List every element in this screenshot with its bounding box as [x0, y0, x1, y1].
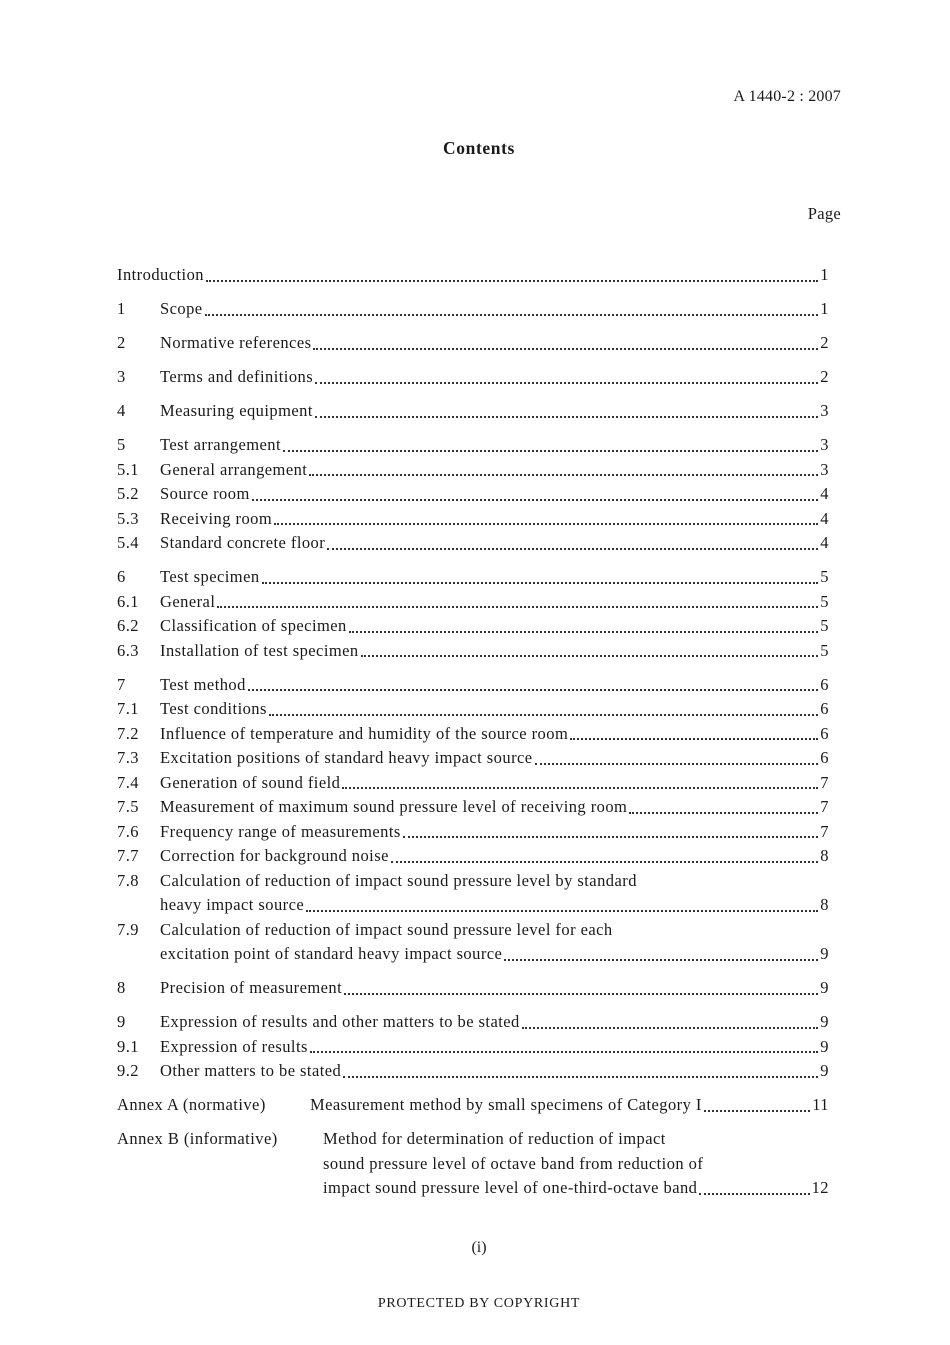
dot-leader	[504, 959, 818, 961]
toc-entry[interactable]	[117, 869, 829, 918]
toc-entry-title: Influence of temperature and humidity of the source room	[160, 723, 569, 743]
toc-entry[interactable]	[117, 673, 829, 698]
toc-entry-title: Receiving room	[160, 508, 273, 528]
toc-entry[interactable]	[117, 1035, 829, 1060]
toc-entry-page: 1	[820, 299, 829, 318]
toc-entry-title: Other matters to be stated	[160, 1061, 342, 1080]
toc-entry-number: 7	[117, 674, 126, 694]
toc-entry-title: Normative references	[160, 333, 312, 352]
toc-entry-title: Scope	[160, 299, 203, 318]
toc-entry-title: General arrangement	[160, 459, 308, 479]
annex-b-title-line-2: sound pressure level of octave band from reduction of	[323, 1153, 704, 1173]
toc-entry-number: 5.1	[117, 459, 139, 479]
toc-entry-title: Standard concrete floor	[160, 533, 326, 552]
toc-entry-page: 9	[820, 1061, 829, 1080]
toc-entry-title: Generation of sound field	[160, 772, 341, 792]
dot-leader	[699, 1193, 809, 1195]
toc-entry-page: 6	[820, 723, 829, 743]
toc-entry[interactable]	[117, 820, 829, 845]
toc-entry-number: 7.7	[117, 846, 139, 865]
toc-entry-page: 3	[820, 401, 829, 420]
toc-entry-number: 7.5	[117, 797, 139, 816]
toc-entry-title: Excitation positions of standard heavy impact source	[160, 748, 533, 767]
dot-leader	[313, 348, 818, 350]
toc-entry-page: 7	[820, 821, 829, 841]
dot-leader	[274, 523, 818, 525]
dot-leader	[403, 836, 819, 838]
dot-leader	[217, 606, 818, 608]
toc-entry[interactable]	[117, 263, 829, 288]
dot-leader	[342, 787, 818, 789]
dot-leader	[704, 1110, 810, 1112]
toc-entry-page: 4	[820, 508, 829, 528]
page-number: (i)	[471, 1239, 487, 1256]
dot-leader	[248, 689, 818, 691]
toc-entry-number: 6.2	[117, 616, 139, 635]
toc-entry-number: 7.9	[117, 919, 139, 939]
toc-entry[interactable]	[117, 331, 829, 356]
toc-entry-page: 9	[820, 944, 829, 963]
toc-entry[interactable]	[117, 614, 829, 639]
toc-entry-number: 7.4	[117, 772, 139, 792]
annex-b-title-line-3: impact sound pressure level of one-third-octave band	[323, 1178, 698, 1197]
toc-entry[interactable]	[117, 639, 829, 664]
dot-leader	[310, 1051, 818, 1053]
dot-leader	[535, 763, 819, 765]
toc-entry-title: Test method	[160, 674, 246, 694]
dot-leader	[283, 450, 818, 452]
toc-entry-page: 1	[820, 265, 829, 284]
annex-b-title-line-1: Method for determination of reduction of impact	[323, 1129, 666, 1148]
toc-entry-page: 7	[820, 772, 829, 792]
toc-entry-title: Calculation of reduction of impact sound pressure level for each	[160, 919, 613, 939]
toc-entry-title: Precision of measurement	[160, 978, 343, 997]
toc-entry-title: Measuring equipment	[160, 401, 313, 420]
toc-entry-number: 5.4	[117, 533, 139, 552]
toc-entry-number: 2	[117, 333, 126, 352]
toc-entry-number: 7.3	[117, 748, 139, 767]
toc-entry-title: Test conditions	[160, 699, 267, 718]
toc-entry-page: 7	[820, 797, 829, 816]
toc-entry-number: 7.1	[117, 699, 139, 718]
toc-entry-title: Source room	[160, 484, 250, 503]
toc-entry-page: 8	[820, 846, 829, 865]
toc-entry-title: Introduction	[117, 265, 204, 284]
dot-leader	[306, 910, 818, 912]
toc-entry-number: 6.1	[117, 591, 139, 611]
dot-leader	[309, 474, 818, 476]
annex-b-page: 12	[811, 1178, 829, 1197]
dot-leader	[327, 548, 818, 550]
toc-entry[interactable]	[117, 433, 829, 458]
table-of-contents	[117, 263, 829, 1201]
dot-leader	[206, 280, 818, 282]
toc-entry[interactable]	[117, 507, 829, 532]
toc-entry-annex-a[interactable]	[117, 1093, 829, 1118]
toc-entry-title: Classification of specimen	[160, 616, 347, 635]
toc-entry-title: Expression of results	[160, 1036, 308, 1056]
toc-entry[interactable]	[117, 746, 829, 771]
page-title: Contents	[443, 138, 515, 158]
dot-leader	[522, 1027, 819, 1029]
toc-entry-title: Installation of test specimen	[160, 640, 359, 660]
toc-entry-page: 3	[820, 435, 829, 454]
toc-entry-annex-b[interactable]	[117, 1127, 829, 1201]
toc-entry-page: 2	[820, 333, 829, 352]
page-column-label: Page	[807, 204, 841, 223]
toc-entry-page: 8	[820, 895, 829, 914]
dot-leader	[344, 993, 818, 995]
toc-entry-title: Test arrangement	[160, 435, 282, 454]
toc-entry[interactable]	[117, 399, 829, 424]
toc-entry-number: 9	[117, 1012, 126, 1031]
toc-entry-number: 7.6	[117, 821, 139, 841]
toc-entry-page: 5	[820, 567, 829, 586]
dot-leader	[629, 812, 818, 814]
toc-entry-page: 4	[820, 533, 829, 552]
annex-a-title: Measurement method by small specimens of Category I	[310, 1095, 702, 1114]
toc-entry[interactable]	[117, 976, 829, 1001]
toc-entry-title: Test specimen	[160, 567, 260, 586]
toc-entry-page: 6	[820, 748, 829, 767]
dot-leader	[361, 655, 819, 657]
toc-entry-title: Terms and definitions	[160, 367, 314, 386]
toc-entry-number: 8	[117, 978, 126, 997]
toc-entry-page: 2	[820, 367, 829, 386]
toc-entry[interactable]	[117, 590, 829, 615]
toc-entry-number: 4	[117, 401, 126, 420]
toc-entry-number: 7.8	[117, 870, 139, 890]
copyright-notice: PROTECTED BY COPYRIGHT	[377, 1296, 581, 1311]
toc-entry-page: 5	[820, 640, 829, 660]
toc-entry[interactable]	[117, 458, 829, 483]
toc-entry[interactable]	[117, 697, 829, 722]
toc-entry-page: 6	[820, 699, 829, 718]
toc-entry-number: 7.2	[117, 723, 139, 743]
toc-entry-number: 5.2	[117, 484, 139, 503]
annex-b-label: Annex B (informative)	[117, 1129, 278, 1148]
toc-entry-title-continued: heavy impact source	[160, 895, 305, 914]
annex-a-page: 11	[812, 1095, 829, 1114]
toc-entry[interactable]	[117, 771, 829, 796]
toc-entry-title: Correction for background noise	[160, 846, 389, 865]
toc-entry-page: 5	[820, 591, 829, 611]
toc-entry[interactable]	[117, 482, 829, 507]
toc-entry-number: 1	[117, 299, 126, 318]
dot-leader	[269, 714, 818, 716]
toc-entry-title: Measurement of maximum sound pressure level of receiving room	[160, 797, 628, 816]
dot-leader	[349, 631, 819, 633]
toc-entry[interactable]	[117, 722, 829, 747]
toc-entry-page: 9	[820, 978, 829, 997]
toc-entry[interactable]	[117, 1059, 829, 1084]
toc-entry-page: 9	[820, 1036, 829, 1056]
toc-entry[interactable]	[117, 1010, 829, 1035]
toc-entry-page: 9	[820, 1012, 829, 1031]
toc-entry[interactable]	[117, 565, 829, 590]
dot-leader	[391, 861, 818, 863]
dot-leader	[570, 738, 818, 740]
toc-entry[interactable]	[117, 297, 829, 322]
toc-entry-number: 6.3	[117, 640, 139, 660]
toc-entry-number: 6	[117, 567, 126, 586]
toc-entry-number: 5	[117, 435, 126, 454]
toc-entry-number: 9.1	[117, 1036, 139, 1056]
dot-leader	[252, 499, 819, 501]
dot-leader	[315, 382, 818, 384]
toc-entry-page: 6	[820, 674, 829, 694]
toc-entry[interactable]	[117, 918, 829, 967]
toc-entry-page: 5	[820, 616, 829, 635]
toc-entry-title: Expression of results and other matters to be stated	[160, 1012, 520, 1031]
toc-entry-number: 3	[117, 367, 126, 386]
toc-entry[interactable]	[117, 531, 829, 556]
dot-leader	[205, 314, 819, 316]
toc-entry-title: General	[160, 591, 216, 611]
toc-entry[interactable]	[117, 795, 829, 820]
toc-entry[interactable]	[117, 844, 829, 869]
dot-leader	[262, 582, 819, 584]
dot-leader	[343, 1076, 818, 1078]
toc-entry-title: Calculation of reduction of impact sound pressure level by standard	[160, 870, 637, 890]
dot-leader	[315, 416, 818, 418]
toc-entry-title-continued: excitation point of standard heavy impact source	[160, 944, 503, 963]
toc-entry-page: 4	[820, 484, 829, 503]
toc-entry-number: 9.2	[117, 1061, 139, 1080]
toc-entry-page: 3	[820, 459, 829, 479]
toc-entry-number: 5.3	[117, 508, 139, 528]
toc-entry[interactable]	[117, 365, 829, 390]
document-code: A 1440-2 : 2007	[733, 88, 841, 105]
toc-entry-title: Frequency range of measurements	[160, 821, 401, 841]
annex-a-label: Annex A (normative)	[117, 1095, 266, 1114]
